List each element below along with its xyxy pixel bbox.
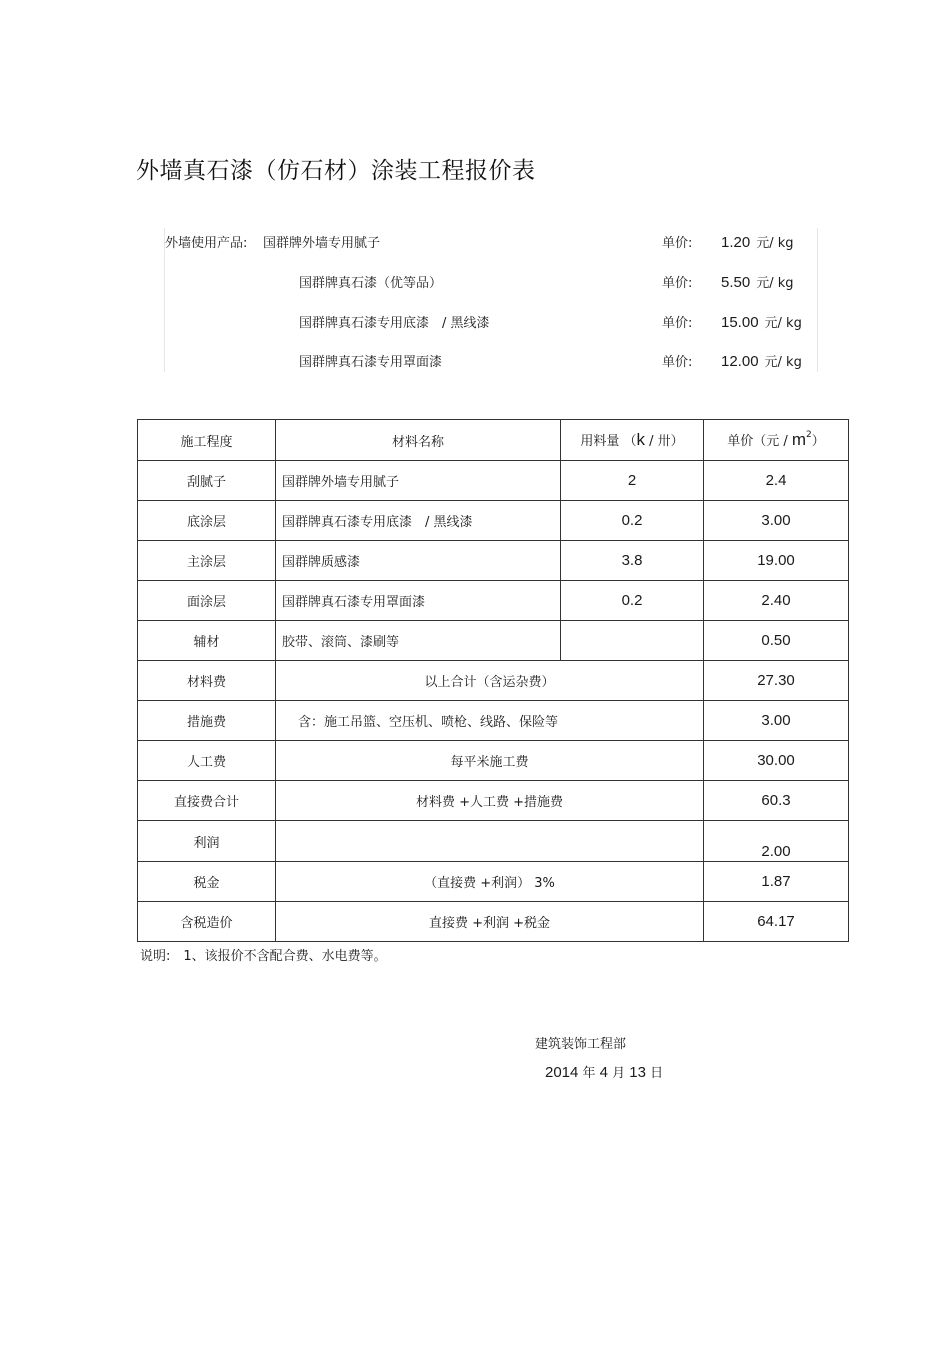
page-title: 外墙真石漆（仿石材）涂装工程报价表	[136, 158, 536, 184]
cell-usage: 0.2	[561, 581, 704, 621]
table-row	[138, 621, 849, 661]
cell-price: 64.17	[704, 902, 849, 942]
cell-price: 1.87	[704, 862, 849, 902]
product-price: 15.00 元/ kg	[721, 314, 802, 331]
table-row	[138, 541, 849, 581]
cell-process: 人工费	[138, 741, 276, 781]
summary-row	[138, 741, 849, 781]
product-row	[165, 268, 825, 292]
header-material: 材料名称	[276, 420, 561, 461]
cell-usage: 0.2	[561, 501, 704, 541]
cell-price: 60.3	[704, 781, 849, 821]
department-name: 建筑装饰工程部	[535, 1037, 627, 1052]
cell-description: 材料费 +人工费 +措施费	[276, 781, 704, 821]
cell-process: 底涂层	[138, 501, 276, 541]
unit-price-label: 单价:	[662, 355, 693, 370]
unit-price-label: 单价:	[662, 316, 693, 331]
product-row	[165, 347, 825, 371]
cell-description: 含：施工吊篮、空压机、喷枪、线路、保险等	[276, 701, 704, 741]
product-row	[165, 308, 825, 332]
product-list	[164, 228, 825, 372]
cell-material: 国群牌真石漆专用底漆 / 黑线漆	[276, 501, 561, 541]
product-price: 12.00 元/ kg	[721, 353, 802, 370]
cell-price: 27.30	[704, 661, 849, 701]
cell-material: 国群牌外墙专用腻子	[276, 461, 561, 501]
cell-process: 税金	[138, 862, 276, 902]
table-row	[138, 501, 849, 541]
product-name: 国群牌真石漆（优等品）	[299, 276, 443, 291]
unit-price-label: 单价:	[662, 236, 693, 251]
cell-price: 30.00	[704, 741, 849, 781]
summary-row	[138, 661, 849, 701]
cell-price: 19.00	[704, 541, 849, 581]
header-process: 施工程度	[138, 420, 276, 461]
product-name: 国群牌外墙专用腻子	[263, 236, 381, 251]
cell-description: 直接费 +利润 +税金	[276, 902, 704, 942]
cell-price: 2.4	[704, 461, 849, 501]
cell-process: 含税造价	[138, 902, 276, 942]
note-text: 说明: 1、该报价不含配合费、水电费等。	[140, 949, 387, 964]
header-usage: 用料量 （k / 卅）	[561, 420, 704, 461]
unit-price-label: 单价:	[662, 276, 693, 291]
cell-price: 2.00	[704, 821, 849, 862]
summary-row	[138, 781, 849, 821]
cell-process: 刮腻子	[138, 461, 276, 501]
cell-description: 以上合计（含运杂费）	[276, 661, 704, 701]
cell-material: 胶带、滚筒、漆刷等	[276, 621, 561, 661]
cell-usage: 2	[561, 461, 704, 501]
cell-process: 主涂层	[138, 541, 276, 581]
cell-material: 国群牌质感漆	[276, 541, 561, 581]
cell-process: 直接费合计	[138, 781, 276, 821]
summary-row	[138, 701, 849, 741]
cell-price: 3.00	[704, 501, 849, 541]
cell-price: 3.00	[704, 701, 849, 741]
table-row	[138, 461, 849, 501]
product-price: 5.50 元/ kg	[721, 274, 794, 291]
cell-process: 辅材	[138, 621, 276, 661]
product-name: 国群牌真石漆专用罩面漆	[299, 355, 443, 370]
summary-row	[138, 821, 849, 862]
cell-material: 国群牌真石漆专用罩面漆	[276, 581, 561, 621]
cell-price: 2.40	[704, 581, 849, 621]
summary-row	[138, 862, 849, 902]
cell-usage	[561, 621, 704, 661]
cell-process: 材料费	[138, 661, 276, 701]
cell-description: （直接费 +利润） 3%	[276, 862, 704, 902]
date: 2014 年 4 月 13 日	[545, 1064, 664, 1081]
summary-row	[138, 902, 849, 942]
header-unit-price: 单价（元 / $m^2$）	[704, 420, 849, 461]
product-price: 1.20 元/ kg	[721, 234, 794, 251]
quote-table	[137, 419, 849, 942]
cell-process: 面涂层	[138, 581, 276, 621]
cell-description: 每平米施工费	[276, 741, 704, 781]
cell-usage: 3.8	[561, 541, 704, 581]
cell-price: 0.50	[704, 621, 849, 661]
cell-process: 利润	[138, 821, 276, 862]
table-row	[138, 581, 849, 621]
cell-process: 措施费	[138, 701, 276, 741]
table-header-row	[138, 420, 849, 461]
product-row	[165, 228, 825, 252]
cell-description	[276, 821, 704, 862]
product-name: 国群牌真石漆专用底漆 / 黑线漆	[299, 316, 490, 331]
product-label: 外墙使用产品:	[165, 236, 248, 251]
